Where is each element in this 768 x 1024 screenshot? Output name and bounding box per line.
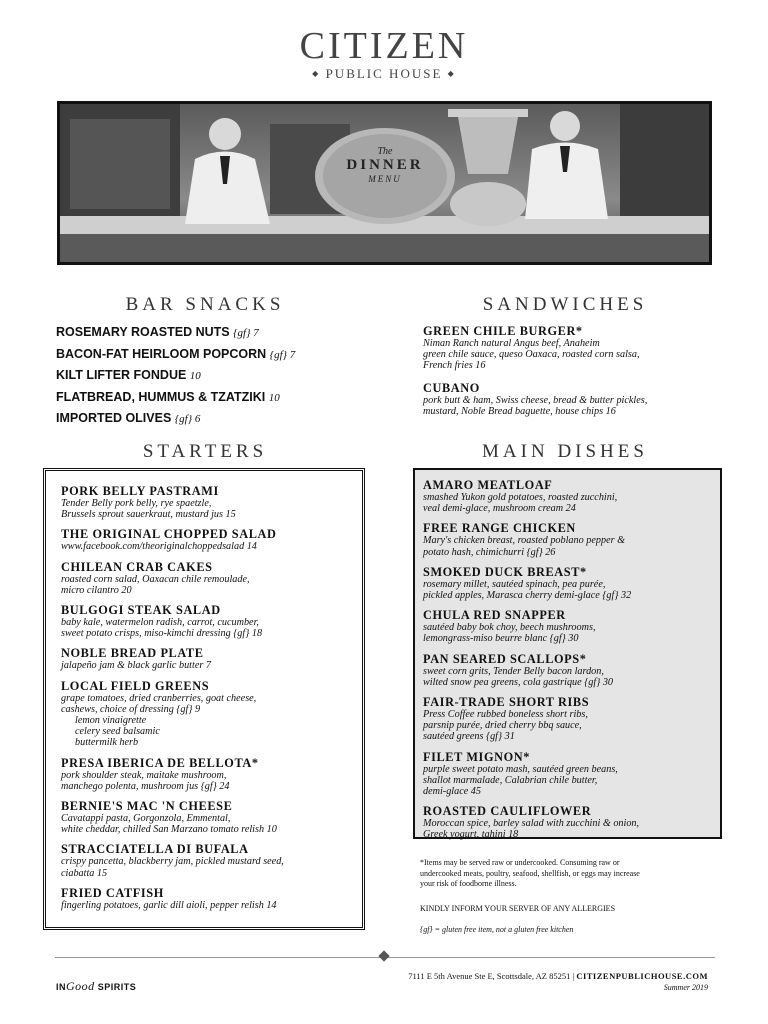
brand-name: CITIZEN: [299, 25, 469, 67]
dressing-option: lemon vinaigrette: [75, 715, 147, 727]
snack-name: IMPORTED OLIVES: [56, 411, 172, 426]
item-name: GREEN CHILE BURGER*: [423, 324, 583, 338]
brand-subtitle-text: PUBLIC HOUSE: [325, 66, 443, 81]
item-desc: sweet corn grits, Tender Belly bacon lardon,: [423, 665, 604, 677]
item-name: LOCAL FIELD GREENS: [61, 678, 210, 693]
item-name: THE ORIGINAL CHOPPED SALAD: [61, 527, 277, 542]
item-desc: Moroccan spice, barley salad with zucchini & onion,: [423, 818, 640, 830]
item-desc: cashews, choice of dressing {gf} 9: [61, 703, 201, 715]
item-desc: potato hash, chimichurri {gf} 26: [423, 546, 556, 558]
item-desc: purple sweet potato mash, sautéed green beans,: [423, 763, 618, 775]
snack-extra: {gf} 7: [233, 327, 259, 339]
snack-extra: {gf} 7: [269, 348, 296, 361]
menu-item: [61, 603, 284, 639]
item-desc: Niman Ranch natural Angus beef, Anaheim: [423, 338, 600, 349]
item-name: FREE RANGE CHICKEN: [423, 521, 576, 536]
item-name: ROASTED CAULIFLOWER: [423, 804, 592, 819]
snack-item: [56, 365, 295, 387]
item-desc: Mary's chicken breast, roasted poblano pepper &: [423, 535, 626, 547]
menu-item: [423, 521, 639, 557]
item-name: SMOKED DUCK BREAST*: [423, 564, 587, 579]
menu-item: [61, 484, 284, 520]
footer-season: Summer 2019: [663, 983, 708, 992]
item-desc: sautéed baby bok choy, beech mushrooms,: [423, 622, 596, 634]
menu-item: [423, 750, 639, 798]
item-desc: sautéed greens {gf} 31: [423, 731, 515, 743]
item-desc: baby kale, watermelon radish, carrot, cucumber,: [61, 617, 259, 629]
dinner-menu-title: [325, 146, 445, 184]
item-desc: shallot marmalade, Calabrian chile butter,: [423, 774, 598, 786]
logo-spirits: SPIRITS: [97, 982, 137, 992]
footer-info: [408, 971, 708, 992]
item-desc: pickled apples, Marasca cherry demi-glace {gf} 32: [423, 590, 632, 602]
item-name: AMARO MEATLOAF: [423, 478, 553, 492]
item-desc: www.facebook.com/theoriginalchoppedsalad 14: [61, 541, 257, 553]
item-desc: pork butt & ham, Swiss cheese, bread & butter pickles,: [423, 394, 648, 406]
dinner-title-the: The: [377, 146, 393, 157]
raw-warning-line: *Items may be served raw or undercooked. Consuming raw or: [420, 858, 620, 867]
item-name: CHULA RED SNAPPER: [423, 608, 566, 623]
snack-extra: {gf} 6: [174, 413, 201, 426]
mains-list: [423, 478, 639, 848]
item-desc: Brussels sprout sauerkraut, mustard jus 15: [61, 509, 236, 521]
item-name: BULGOGI STEAK SALAD: [61, 603, 221, 618]
item-desc: pork shoulder steak, maitake mushroom,: [61, 769, 227, 781]
item-desc: French fries 16: [423, 360, 486, 372]
item-name: PAN SEARED SCALLOPS*: [423, 651, 587, 666]
snack-item: [56, 322, 295, 344]
item-desc: veal demi-glace, mushroom cream 24: [423, 503, 576, 515]
menu-item: [423, 695, 639, 743]
raw-warning-line: undercooked meats, poultry, seafood, shellfish, or eggs may increase: [420, 868, 640, 878]
item-name: FRIED CATFISH: [61, 885, 164, 900]
diamond-icon: ◆: [312, 69, 321, 78]
section-starters: STARTERS: [142, 441, 268, 462]
menu-item: [61, 679, 284, 749]
section-bar-snacks: BAR SNACKS: [125, 294, 285, 315]
in-good-spirits-logo: [56, 979, 136, 994]
menu-item: [423, 381, 647, 417]
bar-snacks-list: [56, 322, 295, 430]
logo-in: IN: [56, 982, 66, 992]
menu-item: [61, 886, 284, 911]
item-name: FILET MIGNON*: [423, 749, 530, 764]
section-sandwiches: SANDWICHES: [482, 294, 648, 315]
item-desc: manchego polenta, mushroom jus {gf} 24: [61, 780, 230, 792]
menu-item: [423, 608, 639, 644]
item-desc: crispy pancetta, blackberry jam, pickled mustard seed,: [61, 856, 284, 868]
item-desc: parsnip purée, dried cherry bbq sauce,: [423, 720, 582, 732]
menu-item: [423, 324, 647, 372]
menu-item: [423, 565, 639, 601]
snack-item: [56, 408, 295, 430]
snack-name: KILT LIFTER FONDUE: [56, 368, 187, 383]
dinner-title-dinner: DINNER: [346, 157, 424, 173]
menu-item: [423, 478, 639, 514]
menu-item: [61, 560, 284, 596]
menu-item: [61, 756, 284, 792]
item-desc: ciabatta 15: [61, 867, 108, 879]
sandwiches-list: [423, 324, 647, 424]
footer-address-line: [408, 971, 708, 981]
item-desc: green chile sauce, queso Oaxaca, roasted corn salsa,: [423, 349, 640, 361]
item-name: STRACCIATELLA DI BUFALA: [61, 842, 249, 857]
section-main-dishes: MAIN DISHES: [482, 441, 648, 462]
menu-item: [423, 804, 639, 840]
gluten-free-note: {gf} = gluten free item, not a gluten free kitchen: [420, 925, 574, 934]
item-desc: fingerling potatoes, garlic dill aioli, pepper relish 14: [61, 899, 277, 911]
snack-item: [56, 387, 295, 409]
item-name: BERNIE'S MAC 'N CHEESE: [61, 799, 233, 814]
item-desc: sweet potato crisps, miso-kimchi dressing {gf} 18: [61, 628, 263, 640]
menu-notes: [420, 858, 640, 936]
menu-item: [61, 842, 284, 878]
item-desc: grape tomatoes, dried cranberries, goat cheese,: [61, 692, 257, 704]
snack-extra: 10: [268, 391, 280, 404]
menu-item: [61, 646, 284, 671]
menu-item: [61, 527, 284, 552]
item-desc: rosemary millet, sautéed spinach, pea purée,: [423, 578, 606, 590]
logo-good: Good: [66, 979, 95, 993]
snack-item: [56, 344, 295, 366]
item-name: NOBLE BREAD PLATE: [61, 646, 204, 661]
item-name: PRESA IBERICA DE BELLOTA*: [61, 755, 259, 770]
item-desc: jalapeño jam & black garlic butter 7: [61, 660, 211, 672]
dressing-option: buttermilk herb: [75, 737, 139, 749]
snack-name: BACON-FAT HEIRLOOM POPCORN: [56, 346, 267, 361]
item-desc: wilted snow pea greens, cola gastrique {gf} 30: [423, 676, 614, 688]
starters-list: [61, 484, 284, 918]
item-desc: Cavatappi pasta, Gorgonzola, Emmental,: [61, 813, 231, 825]
item-desc: Greek yogurt, tahini 18: [423, 829, 519, 841]
dinner-title-menu: MENU: [368, 174, 402, 184]
item-name: FAIR-TRADE SHORT RIBS: [423, 695, 590, 710]
item-name: PORK BELLY PASTRAMI: [61, 484, 219, 498]
diamond-icon: ◆: [447, 69, 456, 78]
snack-extra: 10: [189, 370, 201, 383]
item-name: CHILEAN CRAB CAKES: [61, 559, 213, 574]
divider-diamond-icon: [378, 950, 389, 961]
item-desc: mustard, Noble Bread baguette, house chips 16: [423, 405, 616, 417]
item-desc: demi-glace 45: [423, 786, 481, 798]
dressing-option: celery seed balsamic: [75, 726, 160, 738]
item-desc: lemongrass-miso beurre blanc {gf} 30: [423, 633, 579, 645]
raw-warning-line: your risk of foodborne illness.: [420, 879, 517, 888]
brand-subtitle: [0, 66, 768, 82]
item-desc: roasted corn salad, Oaxacan chile remoulade,: [61, 573, 250, 585]
snack-name: ROSEMARY ROASTED NUTS: [56, 325, 230, 339]
item-desc: Press Coffee rubbed boneless short ribs,: [423, 709, 588, 721]
item-name: CUBANO: [423, 380, 480, 395]
item-desc: smashed Yukon gold potatoes, roasted zucchini,: [423, 492, 618, 503]
allergy-note: KINDLY INFORM YOUR SERVER OF ANY ALLERGIES: [420, 903, 616, 913]
item-desc: white cheddar, chilled San Marzano tomato relish 10: [61, 824, 277, 836]
brand-header: [0, 26, 768, 82]
snack-name: FLATBREAD, HUMMUS & TZATZIKI: [56, 389, 266, 404]
footer-address: 7111 E 5th Avenue Ste E, Scottsdale, AZ 85251 |: [408, 971, 577, 981]
menu-item: [61, 799, 284, 835]
item-desc: Tender Belly pork belly, rye spaetzle,: [61, 498, 212, 509]
item-desc: micro cilantro 20: [61, 584, 132, 596]
footer-website[interactable]: CITIZENPUBLICHOUSE.COM: [576, 971, 708, 981]
menu-item: [423, 652, 639, 688]
